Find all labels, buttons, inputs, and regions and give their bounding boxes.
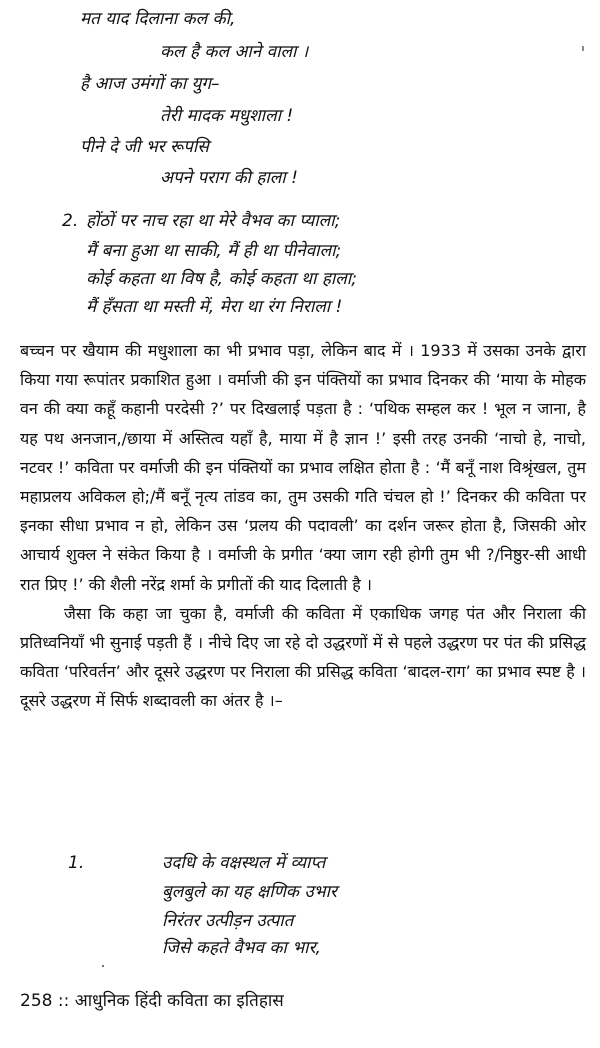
page-number: 258 bbox=[20, 991, 53, 1011]
poem-line: तेरी मादक मधुशाला ! bbox=[160, 106, 294, 126]
poem-line: कोई कहता था विष है, कोई कहता था हाला; bbox=[86, 269, 357, 289]
book-title: आधुनिक हिंदी कविता का इतिहास bbox=[74, 991, 284, 1011]
poem-line: कल है कल आने वाला । bbox=[160, 42, 309, 62]
poem-line: मैं बना हुआ था साकी, मैं ही था पीनेवाला; bbox=[86, 241, 342, 261]
poem-line: पीने दे जी भर रूपसि bbox=[80, 137, 209, 157]
poem-line: अपने पराग की हाला ! bbox=[160, 168, 298, 188]
prose-body bbox=[20, 336, 586, 716]
print-speck bbox=[102, 965, 104, 967]
paragraph: जैसा कि कहा जा चुका है, वर्माजी की कविता में एकाधिक जगह पंत और निराला की प्रतिध्वनियाँ भी सुनाई पड़ती हैं । नीचे दिए जा रहे दो उद्धरणों में से पहले उद्धरण पर पंत की प्रसिद्ध कविता ‘परिवर्तन’ और दूसरे उद्धरण पर निराला की प्रसिद्ध कविता ‘बादल-राग’ का प्रभाव स्पष्ट है । दूसरे उद्धरण में सिर्फ शब्दावली का अंतर है ।– bbox=[20, 603, 586, 711]
poem-line: है आज उमंगों का युग– bbox=[80, 74, 220, 94]
poem-number: 1. bbox=[68, 853, 85, 873]
footer-separator: :: bbox=[57, 991, 70, 1011]
scan-edge-mark bbox=[582, 46, 584, 51]
poem-line: निरंतर उत्पीड़न उत्पात bbox=[162, 911, 294, 931]
poem-line: बुलबुले का यह क्षणिक उभार bbox=[162, 882, 337, 902]
paragraph: बच्चन पर खैयाम की मधुशाला का भी प्रभाव पड़ा, लेकिन बाद में । 1933 में उसका उनके द्वारा किया गया रूपांतर प्रकाशित हुआ । वर्माजी की इन पंक्तियों का प्रभाव दिनकर की ‘माया के मोहक वन की क्या कहूँ कहानी परदेसी ?’ पर दिखलाई पड़ता है : ‘पथिक सम्हल कर ! भूल न जाना, है यह पथ अनजान,/छाया में अस्तित्व यहाँ है, माया में है ज्ञान !’ इसी तरह उनकी ‘नाचो हे, नाचो, नटवर !’ कविता पर वर्माजी की इन पंक्तियों का प्रभाव लक्षित होता है : ‘मैं बनूँ नाश विश्रृंखल, तुम महाप्रलय अविकल हो;/मैं बनूँ नृत्य तांडव का, तुम उसकी गति चंचल हो !’ दिनकर की कविता पर इनका सीधा प्रभाव न हो, लेकिन उस ‘प्रलय की पदावली’ का दर्शन जरूर होता है, जिसकी ओर आचार्य शुक्ल ने संकेत किया है । वर्माजी के प्रगीत ‘क्या जाग रही होगी तुम भी ?/निष्ठुर-सी आधी रात प्रिए !’ की शैली नरेंद्र शर्मा के प्रगीतों की याद दिलाती है । bbox=[20, 341, 586, 594]
poem-line: जिसे कहते वैभव का भार, bbox=[162, 938, 321, 958]
poem-line: मत याद दिलाना कल की, bbox=[80, 9, 236, 29]
page-footer bbox=[20, 990, 284, 1012]
poem-line: होंठों पर नाच रहा था मेरे वैभव का प्याला; bbox=[86, 211, 341, 231]
poem-line: मैं हँसता था मस्ती में, मेरा था रंग निराला ! bbox=[86, 297, 343, 317]
poem-number: 2. bbox=[62, 211, 79, 231]
poem-line: उदधि के वक्षस्थल में व्याप्त bbox=[162, 853, 326, 873]
